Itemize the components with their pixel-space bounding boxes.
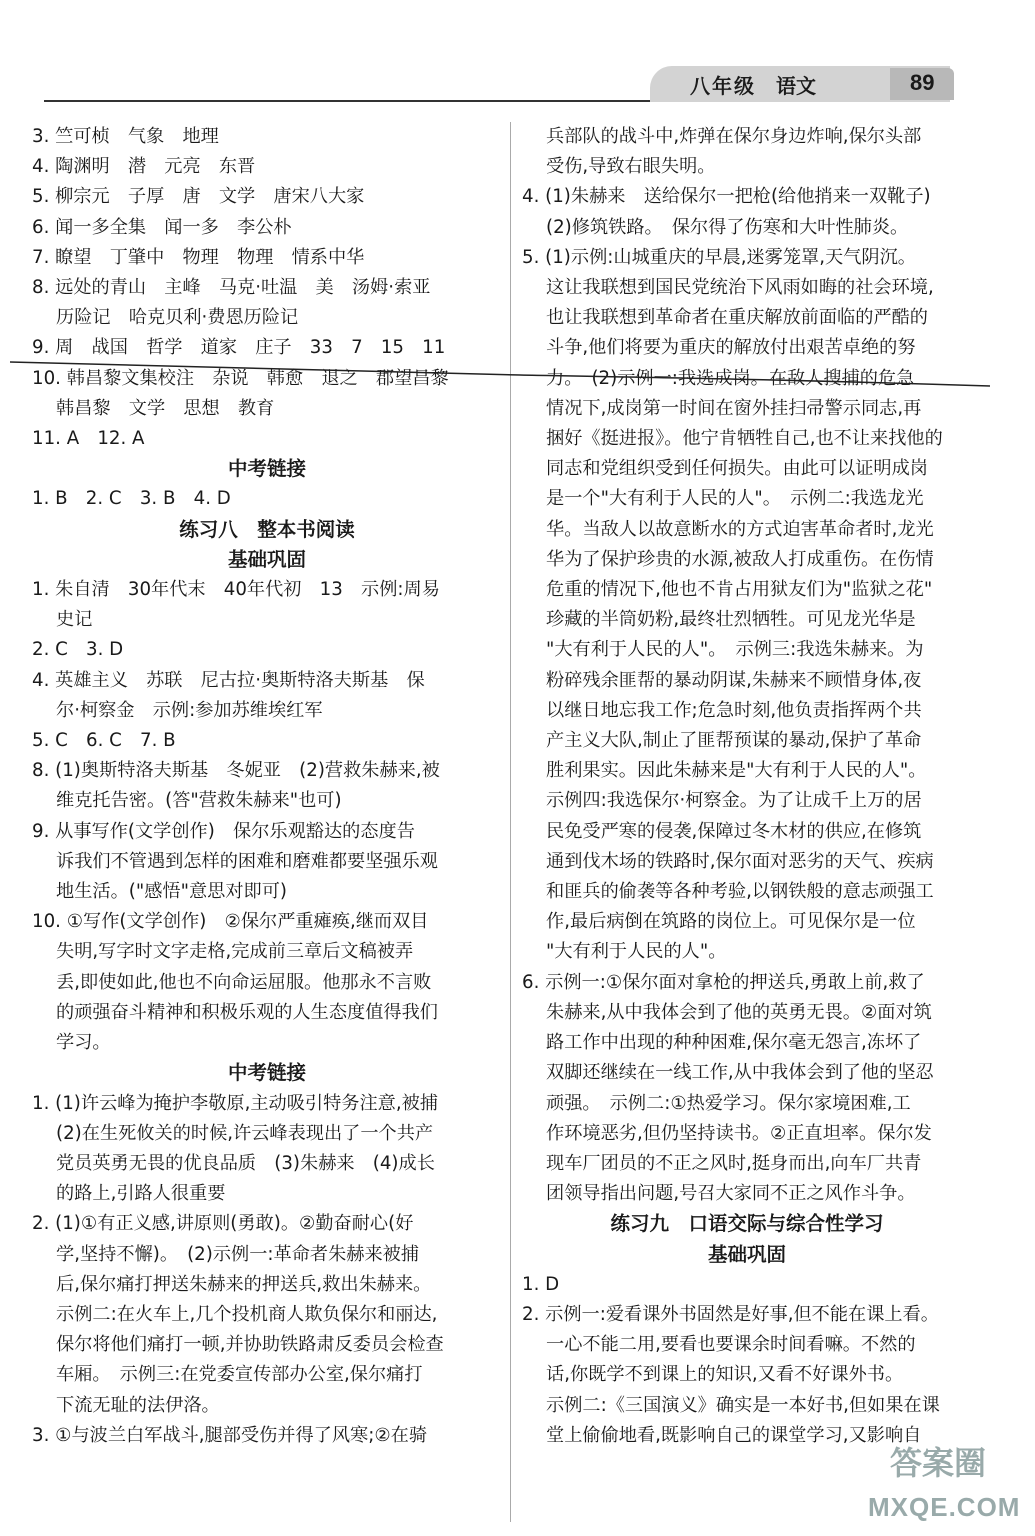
answer-line: 2. C 3. D	[32, 639, 124, 661]
answer-line: 和匪兵的偷袭等各种考验,以钢铁般的意志顽强工	[546, 881, 934, 903]
answer-line: 这让我联想到国民党统治下风雨如晦的社会环境,	[546, 277, 934, 299]
section-heading: 中考链接	[227, 1061, 306, 1085]
answer-line: 维克托告密。(答"营救朱赫来"也可)	[56, 790, 342, 812]
answer-line: 示例二:《三国演义》确实是一本好书,但如果在课	[546, 1394, 940, 1416]
answer-line: 同志和党组织受到任何损失。由此可以证明成岗	[546, 458, 928, 480]
answer-line: 兵部队的战斗中,炸弹在保尔身边炸响,保尔头部	[546, 126, 922, 147]
answer-line: 4. 陶渊明 潜 元亮 东晋	[32, 156, 256, 178]
answer-line: 双脚还继续在一线工作,从中我体会到了他的坚忍	[546, 1062, 934, 1084]
answer-line: 华。当敌人以故意断水的方式迫害革命者时,龙光	[546, 518, 934, 540]
section-heading: 基础巩固	[227, 547, 306, 571]
answer-line: 华为了保护珍贵的水源,被敌人打成重伤。在伤情	[546, 548, 934, 570]
answer-line: 历险记 哈克贝利·费恩历险记	[56, 307, 299, 329]
answer-line: 示例四:我选保尔·柯察金。为了让成千上万的居	[546, 790, 922, 812]
answer-line: 产主义大队,制止了匪帮预谋的暴动,保护了革命	[546, 730, 922, 752]
answer-line: 下流无耻的法伊洛。	[56, 1394, 220, 1416]
answer-line: 斗争,他们将要为重庆的解放付出艰苦卓绝的努	[546, 337, 916, 359]
answer-line: 1. (1)许云峰为掩护李敬原,主动吸引特务注意,被捕	[32, 1092, 439, 1114]
answer-line: 民免受严寒的侵袭,保障过冬木材的供应,在修筑	[546, 820, 922, 842]
answer-line: 地生活。("感悟"意思对即可)	[56, 881, 287, 903]
answer-line: 3. ①与波兰白军战斗,腿部受伤并得了风寒;②在骑	[32, 1424, 428, 1446]
header-subject: 语文	[776, 74, 816, 98]
left-column	[32, 122, 502, 1451]
right-column	[522, 122, 972, 1451]
answer-line: 路工作中出现的种种困难,保尔毫无怨言,冻坏了	[546, 1032, 922, 1054]
answer-line: 后,保尔痛打押送朱赫来的押送兵,救出朱赫来。	[56, 1273, 432, 1295]
answer-line: 2. 示例一:爱看课外书固然是好事,但不能在课上看。	[522, 1303, 939, 1325]
answer-line: 团领导指出问题,号召大家同不正之风作斗争。	[546, 1183, 916, 1205]
answer-line: 的顽强奋斗精神和积极乐观的人生态度值得我们	[56, 1001, 438, 1023]
answer-line: (2)修筑铁路。 保尔得了伤寒和大叶性肺炎。	[546, 216, 909, 238]
answer-line: 丢,即使如此,他也不向命运屈服。他那永不言败	[56, 971, 432, 993]
answer-line: 10. ①写作(文学创作) ②保尔严重瘫痪,继而双目	[32, 911, 429, 933]
answer-line: 9. 从事写作(文学创作) 保尔乐观豁达的态度告	[32, 820, 415, 842]
column-divider	[510, 122, 511, 1522]
answer-line: 诉我们不管遇到怎样的困难和磨难都要坚强乐观	[56, 850, 438, 872]
answer-line: 4. 英雄主义 苏联 尼古拉·奥斯特洛夫斯基 保	[32, 669, 425, 691]
answer-line: 保尔将他们痛打一顿,并协助铁路肃反委员会检查	[56, 1334, 444, 1356]
header-rule	[44, 100, 654, 102]
answer-line: 3. 竺可桢 气象 地理	[32, 126, 219, 147]
answer-line: 韩昌黎 文学 思想 教育	[56, 397, 275, 419]
answer-line: 1. B 2. C 3. B 4. D	[32, 488, 231, 510]
answer-line: 堂上偷偷地看,既影响自己的课堂学习,又影响自	[546, 1424, 922, 1446]
answer-line: 粉碎残余匪帮的暴动阴谋,朱赫来不顾惜身体,夜	[546, 669, 922, 691]
answer-line: 尔·柯察金 示例:参加苏维埃红军	[56, 699, 323, 721]
answer-line: (2)在生死攸关的时候,许云峰表现出了一个共产	[56, 1122, 434, 1144]
answer-line: 捆好《挺进报》。他宁肯牺牲自己,也不让来找他的	[546, 428, 943, 450]
answer-line: 情况下,成岗第一时间在窗外挂扫帚警示同志,再	[546, 397, 922, 419]
answer-line: 受伤,导致右眼失明。	[546, 156, 716, 178]
answer-line: 5. (1)示例:山城重庆的早晨,迷雾笼罩,天气阴沉。	[522, 246, 916, 268]
answer-line: 顽强。 示例二:①热爱学习。保尔家境困难,工	[546, 1092, 911, 1114]
answer-line: "大有利于人民的人"。 示例三:我选朱赫来。为	[546, 639, 924, 661]
answer-line: 史记	[56, 609, 93, 631]
answer-line: 一心不能二用,要看也要课余时间看嘛。不然的	[546, 1334, 916, 1356]
answer-line: 9. 周 战国 哲学 道家 庄子 33 7 15 11	[32, 337, 446, 359]
answer-line: 6. 闻一多全集 闻一多 李公朴	[32, 216, 292, 238]
answer-line: 学习。	[56, 1032, 111, 1054]
header-grade: 八年级	[690, 74, 756, 98]
answer-line: 以继日地忘我工作;危急时刻,他负责指挥两个共	[546, 699, 922, 721]
section-heading: 基础巩固	[707, 1242, 786, 1266]
answer-line: 1. 朱自清 30年代末 40年代初 13 示例:周易	[32, 579, 440, 601]
answer-line: 是一个"大有利于人民的人"。 示例二:我选龙光	[546, 488, 924, 510]
answer-line: 5. 柳宗元 子厚 唐 文学 唐宋八大家	[32, 186, 365, 208]
section-heading: 练习九 口语交际与综合性学习	[610, 1212, 884, 1236]
watermark-logo-text: 答案圈	[890, 1444, 987, 1482]
answer-line: 的路上,引路人很重要	[56, 1183, 226, 1205]
answer-line: 8. (1)奥斯特洛夫斯基 冬妮亚 (2)营救朱赫来,被	[32, 760, 440, 782]
answer-line: 1. D	[522, 1273, 560, 1295]
answer-line: 6. 示例一:①保尔面对拿枪的押送兵,勇敢上前,救了	[522, 971, 925, 993]
section-heading: 练习八 整本书阅读	[179, 517, 355, 541]
answer-line: 11. A 12. A	[32, 428, 145, 450]
answer-line: 7. 瞭望 丁肇中 物理 物理 情系中华	[32, 246, 365, 268]
answer-line: 通到伐木场的铁路时,保尔面对恶劣的天气、疾病	[546, 850, 934, 872]
answer-line: 党员英勇无畏的优良品质 (3)朱赫来 (4)成长	[56, 1152, 435, 1174]
answer-line: 胜利果实。因此朱赫来是"大有利于人民的人"。	[546, 760, 927, 782]
answer-line: 10. 韩昌黎文集校注 杂说 韩愈 退之 郡望昌黎	[32, 367, 449, 389]
answer-line: 危重的情况下,他也不肯占用狱友们为"监狱之花"	[546, 579, 933, 601]
answer-line: 现车厂团员的不正之风时,挺身而出,向车厂共青	[546, 1152, 922, 1174]
answer-line: 作,最后病倒在筑路的岗位上。可见保尔是一位	[546, 911, 916, 933]
watermark-url: MXQE.COM	[868, 1492, 1021, 1522]
answer-line: 8. 远处的青山 主峰 马克·吐温 美 汤姆·索亚	[32, 277, 431, 299]
answer-line: 力。 (2)示例一:我选成岗。在敌人搜捕的危急	[546, 367, 915, 389]
answer-line: 朱赫来,从中我体会到了他的英勇无畏。②面对筑	[546, 1001, 932, 1023]
answer-line: 4. (1)朱赫来 送给保尔一把枪(给他捎来一双靴子)	[522, 186, 931, 208]
answer-line: 珍藏的半筒奶粉,最终壮烈牺牲。可见龙光华是	[546, 609, 916, 631]
answer-line: 车厢。 示例三:在党委宣传部办公室,保尔痛打	[56, 1364, 423, 1386]
answer-line: 示例二:在火车上,几个投机商人欺负保尔和丽达,	[56, 1303, 438, 1325]
page-number: 89	[910, 70, 935, 95]
answer-line: 作环境恶劣,但仍坚持读书。②正直坦率。保尔发	[546, 1122, 932, 1144]
answer-line: 2. (1)①有正义感,讲原则(勇敢)。②勤奋耐心(好	[32, 1213, 414, 1235]
answer-line: 5. C 6. C 7. B	[32, 730, 176, 752]
answer-line: 话,你既学不到课上的知识,又看不好课外书。	[546, 1364, 904, 1386]
answer-line: 学,坚持不懈)。 (2)示例一:革命者朱赫来被捕	[56, 1243, 420, 1265]
section-heading: 中考链接	[227, 457, 306, 481]
answer-line: 失明,写字时文字走格,完成前三章后文稿被弄	[56, 941, 414, 963]
answer-line: "大有利于人民的人"。	[546, 941, 727, 963]
answer-line: 也让我联想到革命者在重庆解放前面临的严酷的	[546, 307, 928, 329]
